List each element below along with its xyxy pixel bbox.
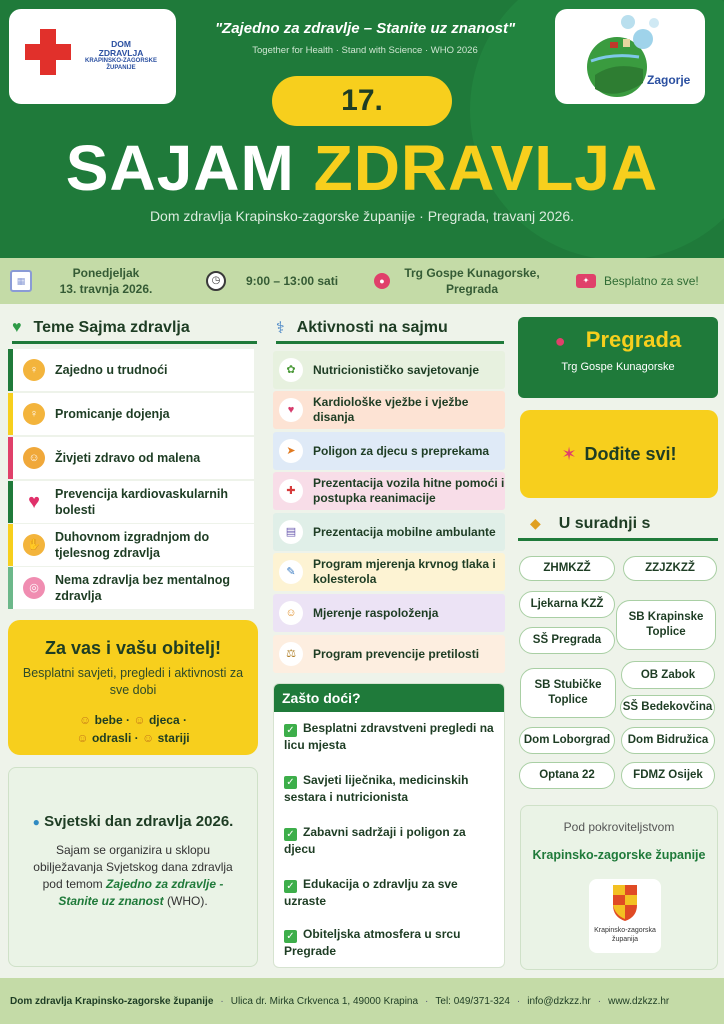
zagorje-label: Zagorje bbox=[647, 73, 691, 87]
location-title: Pregrada bbox=[585, 327, 682, 352]
running-child-icon: ➤ bbox=[279, 439, 303, 463]
age-groups: ☺ bebe · ☺ djeca · ☺ odrasli · ☺ stariji bbox=[76, 713, 190, 745]
activity-item bbox=[273, 553, 505, 591]
header-subtitle: Dom zdravlja Krapinsko-zagorske županije · Pregrada, travanj 2026. bbox=[149, 208, 575, 224]
location-title-row bbox=[518, 327, 718, 353]
globe-icon: ● bbox=[32, 815, 40, 829]
activity-label: Program prevencije pretilosti bbox=[313, 646, 480, 661]
partner-badge: Dom Bidružica bbox=[621, 727, 715, 754]
patron-name: Krapinsko-zagorske županije bbox=[532, 848, 706, 862]
ambulance-icon: ✚ bbox=[279, 479, 303, 503]
why-item: ✓ Obiteljska atmosfera u srcu Pregrade bbox=[284, 927, 461, 958]
map-pin-icon: ● bbox=[554, 331, 566, 351]
info-bar bbox=[0, 258, 724, 304]
activity-item bbox=[273, 594, 505, 632]
clock-icon: ◷ bbox=[206, 271, 226, 291]
title-word-zdravlja: ZDRAVLJA bbox=[313, 132, 659, 204]
family-box bbox=[8, 620, 258, 755]
footer-web[interactable]: www.dzkzz.hr bbox=[608, 995, 670, 1007]
activity-label: Kardiološke vježbe i vježbe disanja bbox=[313, 395, 469, 424]
ticket-icon: ✦ bbox=[576, 274, 596, 288]
activity-item bbox=[273, 472, 505, 510]
activity-label: Poligon za djecu s preprekama bbox=[313, 443, 490, 458]
activity-item bbox=[273, 635, 505, 673]
check-icon: ✓ bbox=[284, 880, 297, 893]
location-subtitle: Trg Gospe Kunagorske bbox=[561, 361, 675, 373]
syringe-icon: ✎ bbox=[279, 560, 303, 584]
smile-icon: ☺ bbox=[279, 601, 303, 625]
map-pin-icon: ● bbox=[374, 273, 390, 289]
why-item: ✓ Savjeti liječnika, medicinskih sestara i nutricionista bbox=[284, 773, 469, 804]
activity-label: Prezentacija vozila hitne pomoći i postupka reanimacije bbox=[313, 476, 505, 505]
family-title: Za vas i vašu obitelj! bbox=[44, 638, 222, 658]
handshake-icon: ◆ bbox=[530, 515, 541, 531]
partner-badge: OB Zabok bbox=[621, 661, 715, 689]
partner-badge: ZHMKZŽ bbox=[519, 556, 615, 581]
footer: Dom zdravlja Krapinsko-zagorske županije · Ulica dr. Mirka Crkvenca 1, 49000 Krapina · Tel: 049/371-324 · info@dzkzz.hr · www.dzkzz.hr bbox=[0, 978, 724, 1024]
activity-label: Nutricionističko savjetovanje bbox=[313, 362, 480, 377]
pregnant-icon: ♀ bbox=[23, 359, 45, 381]
check-icon: ✓ bbox=[284, 724, 297, 737]
topic-item bbox=[8, 349, 254, 391]
date-full: 13. travnja 2026. bbox=[59, 282, 153, 296]
footer-org: Dom zdravlja Krapinsko-zagorske županije bbox=[10, 995, 214, 1007]
why-item: ✓ Besplatni zdravstveni pregledi na licu mjesta bbox=[284, 721, 494, 752]
topic-item bbox=[8, 437, 254, 479]
heart-exercise-icon: ♥ bbox=[279, 398, 303, 422]
topic-item bbox=[8, 524, 254, 566]
dom-zdravlja-logo-text: DOM ZDRAVLJA KRAPINSKO-ZAGORSKE ŽUPANIJE bbox=[84, 39, 157, 71]
location-box bbox=[518, 317, 718, 398]
topic-item bbox=[8, 481, 254, 523]
topic-label: Promicanje dojenja bbox=[55, 407, 170, 421]
scale-icon: ⚖ bbox=[279, 642, 303, 666]
info-place bbox=[374, 258, 552, 304]
mobile-clinic-icon: ▤ bbox=[279, 520, 303, 544]
breastfeeding-icon: ♀ bbox=[23, 403, 45, 425]
patron-box bbox=[520, 805, 718, 970]
topic-item bbox=[8, 567, 254, 609]
place-line-2: Pregrada bbox=[445, 282, 499, 296]
crest-text-line-2: županija bbox=[611, 936, 639, 943]
calendar-icon: ▦ bbox=[10, 270, 32, 292]
motto-subtitle: Together for Health · Stand with Science · WHO 2026 bbox=[252, 45, 478, 56]
topics-heading: ♥ Teme Sajma zdravlja bbox=[12, 316, 257, 344]
info-price bbox=[576, 258, 721, 304]
partner-badge: SŠ Bedekovčina bbox=[620, 695, 715, 720]
why-item: ✓ Edukacija o zdravlju za sve uzraste bbox=[284, 877, 458, 908]
activity-item bbox=[273, 351, 505, 389]
zagorje-globe-logo-icon bbox=[555, 9, 705, 104]
footer-email[interactable]: info@dzkzz.hr bbox=[527, 995, 591, 1007]
group-label: odrasli bbox=[91, 731, 132, 745]
topic-label: Živjeti zdravo od malena bbox=[55, 451, 201, 465]
check-icon: ✓ bbox=[284, 828, 297, 841]
topic-label: Nema zdravlja bez mentalnog zdravlja bbox=[55, 573, 231, 603]
time-range: 9:00 – 13:00 sati bbox=[246, 274, 339, 288]
topic-label: Prevencija kardiovaskularnih bolesti bbox=[55, 487, 229, 517]
edition-number: 17. bbox=[272, 76, 452, 126]
motto: "Zajedno za zdravlje – Stanite uz znanost" bbox=[214, 20, 516, 37]
salad-icon: ✿ bbox=[279, 358, 303, 382]
red-cross-logo-icon bbox=[25, 29, 71, 75]
title-word-sajam: SAJAM bbox=[65, 132, 295, 204]
who-title: Svjetski dan zdravlja 2026. bbox=[44, 813, 234, 830]
footer-address: Ulica dr. Mirka Crkvenca 1, 49000 Krapina bbox=[230, 995, 419, 1007]
prayer-icon: ✋ bbox=[23, 534, 45, 556]
why-heading: Zašto doći? bbox=[274, 684, 504, 712]
child-icon: ☺ bbox=[23, 447, 45, 469]
caduceus-icon: ⚕ bbox=[276, 319, 285, 337]
invite-box bbox=[520, 410, 718, 498]
info-time bbox=[206, 258, 366, 304]
dom-zdravlja-logo bbox=[9, 9, 176, 104]
who-title-row bbox=[9, 813, 257, 830]
check-icon: ✓ bbox=[284, 930, 297, 943]
check-icon: ✓ bbox=[284, 776, 297, 789]
who-box bbox=[8, 767, 258, 967]
activity-item bbox=[273, 432, 505, 470]
who-text: Sajam se organizira u sklopu obilježavanja Svjetskog dana zdravlja pod temom Zajedno za zdravlje - Stanite uz znanost (WHO). bbox=[33, 843, 233, 908]
partner-badge: FDMZ Osijek bbox=[621, 762, 715, 789]
activity-label: Mjerenje raspoloženja bbox=[313, 605, 439, 620]
page-title bbox=[0, 132, 724, 204]
partner-badge: Optana 22 bbox=[519, 762, 615, 789]
activity-item bbox=[273, 391, 505, 429]
family-text: Besplatni savjeti, pregledi i aktivnosti za sve dobi bbox=[22, 666, 244, 697]
why-box bbox=[273, 683, 505, 968]
partners-heading: ◆ U suradnji s bbox=[518, 511, 718, 541]
footer-phone[interactable]: Tel: 049/371-324 bbox=[435, 995, 510, 1007]
topic-label: Zajedno u trudnoći bbox=[55, 363, 168, 377]
county-crest bbox=[589, 879, 661, 953]
activity-label: Program mjerenja krvnog tlaka i kolesterola bbox=[313, 557, 496, 586]
baby-icon: ☺ bbox=[79, 713, 92, 727]
invite-text: Dođite svi! bbox=[584, 443, 677, 464]
info-date bbox=[10, 258, 190, 304]
elder-icon: ☺ bbox=[142, 731, 155, 745]
partner-badge: Dom Loborgrad bbox=[519, 727, 615, 754]
topic-item bbox=[8, 393, 254, 435]
partner-badge: ZZJZKZŽ bbox=[623, 556, 717, 581]
date-day: Ponedjeljak bbox=[72, 266, 140, 280]
heart-icon: ♥ bbox=[28, 491, 40, 513]
partner-badge: Ljekarna KZŽ bbox=[519, 591, 615, 618]
patron-label: Pod pokroviteljstvom bbox=[563, 820, 675, 834]
crest-text-line-1: Krapinsko-zagorska bbox=[594, 927, 656, 934]
zagorje-logo bbox=[555, 9, 705, 104]
who-theme: Zajedno za zdravlje - Stanite uz znanost bbox=[58, 877, 224, 908]
price-text: Besplatno za sve! bbox=[604, 274, 699, 288]
topic-label: Duhovnom izgradnjom do tjelesnog zdravlja bbox=[55, 530, 210, 560]
child-icon: ☺ bbox=[133, 713, 146, 727]
party-popper-icon: ✶ bbox=[561, 443, 577, 464]
partner-badge: SŠ Pregrada bbox=[519, 627, 615, 654]
activities-heading: ⚕ Aktivnosti na sajmu bbox=[276, 316, 504, 344]
activity-item bbox=[273, 513, 505, 551]
why-item: ✓ Zabavni sadržaji i poligon za djecu bbox=[284, 825, 466, 856]
place-line-1: Trg Gospe Kunagorske, bbox=[404, 266, 540, 280]
adult-icon: ☺ bbox=[76, 731, 89, 745]
header-banner bbox=[0, 0, 724, 258]
heart-icon: ♥ bbox=[12, 318, 22, 336]
activity-label: Prezentacija mobilne ambulante bbox=[313, 524, 496, 539]
brain-icon: ◎ bbox=[23, 577, 45, 599]
group-label: stariji bbox=[157, 731, 190, 745]
group-label: bebe bbox=[94, 713, 123, 727]
partner-badge: SB Stubičke Toplice bbox=[520, 668, 616, 718]
group-label: djeca bbox=[148, 713, 180, 727]
partner-badge: SB Krapinske Toplice bbox=[616, 600, 716, 650]
